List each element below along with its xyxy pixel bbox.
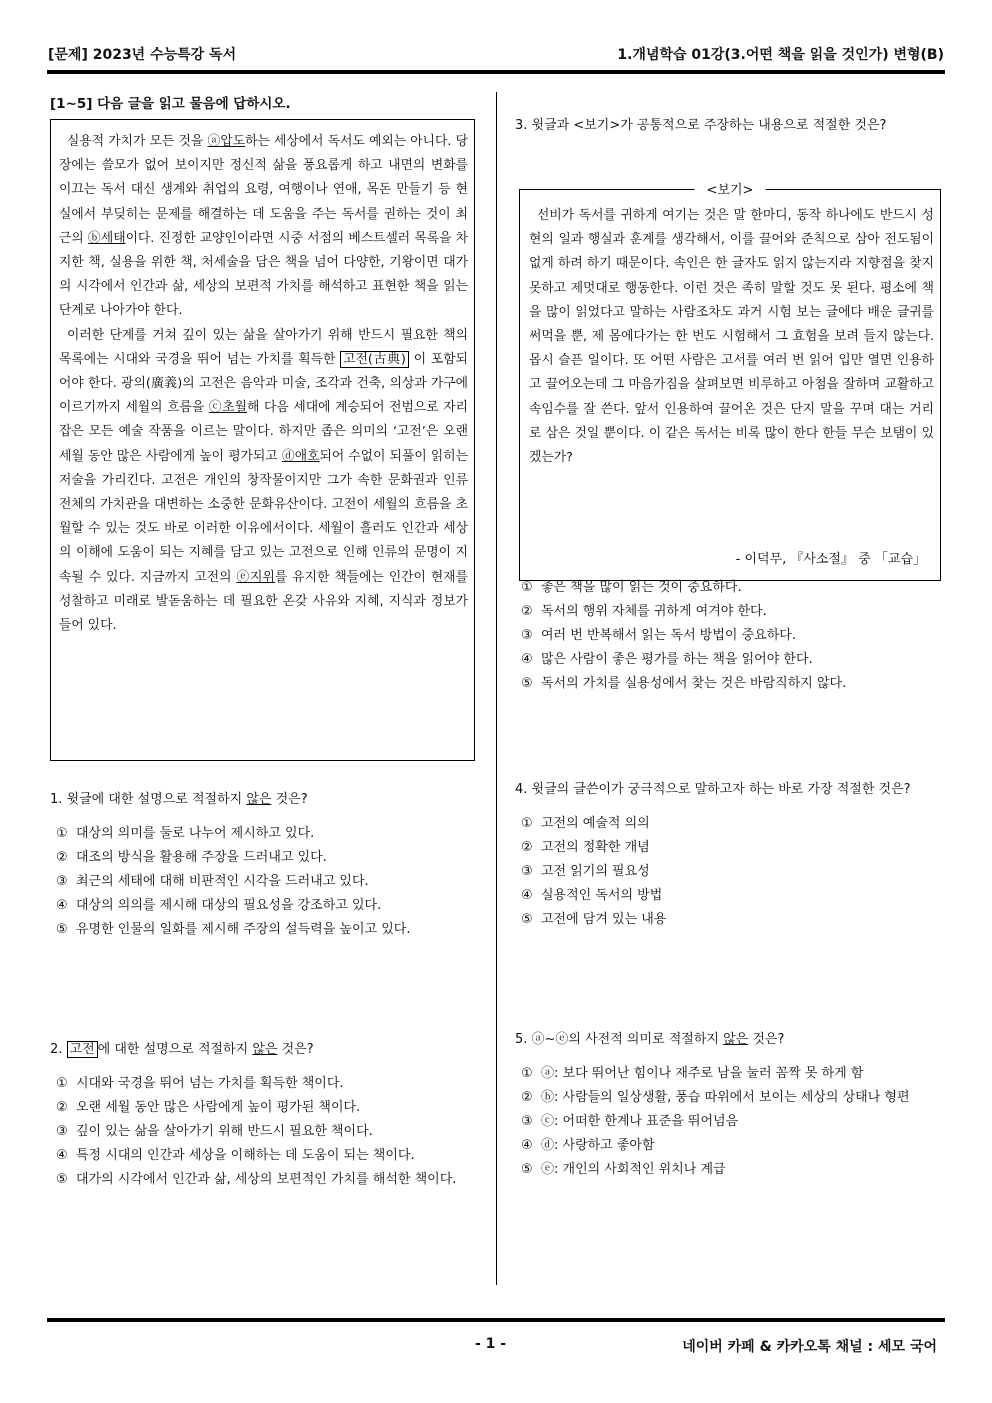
choice[interactable]: ② ⓑ: 사람들의 일상생활, 풍습 따위에서 보이는 세상의 상태나 형편 (521, 1090, 910, 1105)
marker-a: ⓐ압도 (207, 134, 246, 149)
question-5 (515, 1028, 940, 1182)
choice[interactable]: ② 고전의 정확한 개념 (521, 840, 650, 855)
choice[interactable]: ⑤ 독서의 가치를 실용성에서 찾는 것은 바람직하지 않다. (521, 676, 847, 691)
question-1 (50, 788, 470, 942)
bogi-source: - 이덕무, 『사소절』 중 「교습」 (735, 551, 926, 567)
choice[interactable]: ③ ⓒ: 어떠한 한계나 표준을 뛰어넘음 (521, 1114, 739, 1129)
boxed-term-gojeon: 고전(古典) (340, 351, 409, 368)
passage-paragraph-1: 실용적 가치가 모든 것을 ⓐ압도하는 세상에서 독서도 예외는 아니다. 당장에는 쓸모가 없어 보이지만 정신적 삶을 풍요롭게 하고 내면의 변화를 이끄는 독서 대신 생계와 취업의 요령, 여행이나 연애, 목돈 만들기 등 현실에서 부딪히는 문제를 해결하는 데 도움을 주는 독서를 권하는 것이 최근의 ⓑ세태이다. 진정한 교양인이라면 시중 서점의 베스트셀러 목록을 차지한 책, 실용을 위한 책, 처세술을 담은 책을 넘어 다양한, 기왕이면 대가의 시각에서 인간과 삶, 세상의 보편적 가치를 해석하고 표현한 책을 읽는 단계로 나아가야 한다. (59, 134, 469, 319)
choice[interactable]: ④ 많은 사람이 좋은 평가를 하는 책을 읽어야 한다. (521, 652, 813, 667)
question-2 (50, 1038, 470, 1192)
question-4 (515, 778, 943, 932)
top-rule (47, 70, 945, 74)
question-3-stem: 3. 윗글과 <보기>가 공통적으로 주장하는 내용으로 적절한 것은? (515, 118, 887, 133)
choice[interactable]: ① 고전의 예술적 의의 (521, 816, 650, 831)
marker-c: ⓒ초월 (208, 400, 247, 416)
bogi-box (519, 183, 941, 581)
choice[interactable]: ⑤ 대가의 시각에서 인간과 삶, 세상의 보편적인 가치를 해석한 책이다. (56, 1172, 457, 1187)
choice[interactable]: ③ 깊이 있는 삶을 살아가기 위해 반드시 필요한 책이다. (56, 1124, 373, 1139)
question-1-stem: 1. 윗글에 대한 설명으로 적절하지 않은 것은? (50, 792, 308, 807)
choice[interactable]: ⑤ ⓔ: 개인의 사회적인 위치나 계급 (521, 1162, 726, 1177)
footer-channel: 네이버 카페 & 카카오톡 채널 : 세모 국어 (682, 1339, 937, 1355)
instruction: [1~5] 다음 글을 읽고 물음에 답하시오. (50, 96, 291, 112)
choice[interactable]: ③ 여러 번 반복해서 읽는 독서 방법이 중요하다. (521, 628, 796, 643)
choice[interactable]: ③ 고전 읽기의 필요성 (521, 864, 650, 879)
choice[interactable]: ③ 최근의 세태에 대해 비판적인 시각을 드러내고 있다. (56, 874, 369, 889)
question-2-stem: 2. 고전 에 대한 설명으로 적절하지 않은 것은? (50, 1042, 314, 1057)
passage-paragraph-2: 이러한 단계를 거쳐 깊이 있는 삶을 살아가기 위해 반드시 필요한 책의 목록에는 시대와 국경을 뛰어 넘는 가치를 획득한 고전(古典) 이 포함되어야 한다. 광의(廣義)의 고전은 음악과 미술, 조각과 건축, 의상과 가구에 이르기까지 세월의 흐름을 ⓒ초월해 다음 세대에 계승되어 전범으로 자리 잡은 모든 예술 작품을 이르는 말이다. 하지만 좁은 의미의 ‘고전’은 오랜 세월 동안 많은 사람에게 높이 평가되고 ⓓ애호되어 수없이 되풀이 읽히는 저술을 가리킨다. 고전은 개인의 창작물이지만 그가 속한 문화권과 인류 전체의 가치관을 대변하는 소중한 문화유산이다. 고전이 세월의 흐름을 초월할 수 있는 것도 바로 이러한 이유에서이다. 세월이 흘러도 인간과 세상의 이해에 도움이 되는 지혜를 담고 있는 고전으로 인해 인류의 문명이 지속될 수 있다. 지금까지 고전의 ⓔ지위를 유지한 책들에는 인간이 현재를 성찰하고 미래로 발돋움하는 데 필요한 온갖 사유와 지혜, 지식과 정보가 들어 있다. (59, 327, 468, 634)
header-lesson: 1.개념학습 01강(3.어떤 책을 읽을 것인가) 변형(B) (617, 47, 944, 63)
choice[interactable]: ① 좋은 책을 많이 읽는 것이 중요하다. (521, 580, 742, 595)
reading-passage (50, 119, 475, 761)
choice[interactable]: ① 시대와 국경을 뛰어 넘는 가치를 획득한 책이다. (56, 1076, 344, 1091)
bogi-text: 선비가 독서를 귀하게 여기는 것은 말 한마디, 동작 하나에도 반드시 성현의 일과 행실과 훈계를 생각해서, 이를 끌어와 준칙으로 삼아 전도됨이 없게 하려 하기 때문이다. 속인은 한 글자도 읽지 않는지라 지향점을 찾지 못하고 제멋대로 행동한다. 이런 것은 족히 말할 것도 못 된다. 평소에 책을 많이 읽었다고 말하는 사람조차도 과거 시험 보는 글에다 배운 글귀를 써먹을 뿐, 제 몸에다가는 한 번도 시험해서 그 효험을 보려 들지 않는다. 몹시 슬픈 일이다. 또 어떤 사람은 고서를 여러 번 읽어 입만 열면 인용하고 끌어오는데 그 마음가짐을 살펴보면 비루하고 아첨을 잘하며 교활하고 속임수를 잘 쓴다. 앞서 인용하여 끌어온 것은 단지 말을 꾸며 대는 거리로 삼은 것일 뿐이다. 이 같은 독서는 비록 많이 한다 한들 무슨 보탬이 있겠는가? (529, 208, 934, 466)
column-divider (496, 92, 497, 1285)
question-5-stem: 5. ⓐ~ⓔ의 사전적 의미로 적절하지 않은 것은? (515, 1032, 785, 1047)
choice[interactable]: ① 대상의 의미를 둘로 나누어 제시하고 있다. (56, 826, 315, 841)
bottom-rule (47, 1318, 945, 1322)
choice[interactable]: ④ 특정 시대의 인간과 세상을 이해하는 데 도움이 되는 책이다. (56, 1148, 415, 1163)
choice[interactable]: ④ 실용적인 독서의 방법 (521, 888, 663, 903)
marker-d: ⓓ애호 (281, 448, 320, 464)
header-title: [문제] 2023년 수능특강 독서 (48, 47, 237, 63)
bogi-title: <보기> (695, 179, 766, 203)
question-4-stem: 4. 윗글의 글쓴이가 궁극적으로 말하고자 하는 바로 가장 적절한 것은? (515, 782, 911, 797)
marker-b: ⓑ세태 (87, 230, 126, 246)
choice[interactable]: ⑤ 고전에 담겨 있는 내용 (521, 912, 667, 927)
choice[interactable]: ④ ⓓ: 사랑하고 좋아함 (521, 1138, 655, 1153)
choice[interactable]: ② 대조의 방식을 활용해 주장을 드러내고 있다. (56, 850, 327, 865)
choice[interactable]: ② 독서의 행위 자체를 귀하게 여겨야 한다. (521, 604, 767, 619)
choice[interactable]: ① ⓐ: 보다 뛰어난 힘이나 재주로 남을 눌러 꼼짝 못 하게 함 (521, 1066, 864, 1081)
choice[interactable]: ② 오랜 세월 동안 많은 사람에게 높이 평가된 책이다. (56, 1100, 361, 1115)
choice[interactable]: ⑤ 유명한 인물의 일화를 제시해 주장의 설득력을 높이고 있다. (56, 922, 411, 937)
choice[interactable]: ④ 대상의 의의를 제시해 대상의 필요성을 강조하고 있다. (56, 898, 382, 913)
marker-e: ⓔ지위 (236, 569, 275, 585)
page-number: - 1 - (475, 1336, 507, 1352)
question-3 (515, 114, 943, 138)
question-3-choices (515, 576, 943, 696)
